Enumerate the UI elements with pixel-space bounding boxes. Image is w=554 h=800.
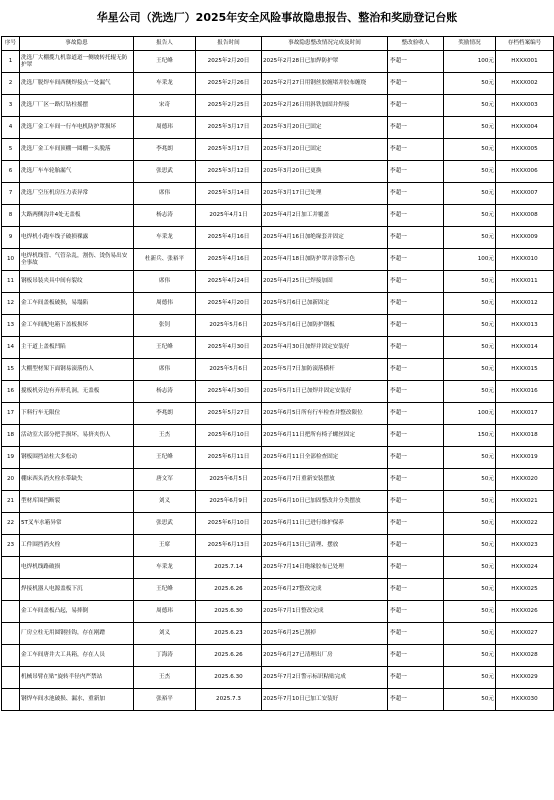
- cell-reporter: 王席: [134, 535, 196, 557]
- cell-acceptor: 李超一: [388, 491, 444, 513]
- cell-report-time: 2025年4月1日: [196, 205, 262, 227]
- table-row: [2, 139, 554, 161]
- cell-no: 15: [2, 359, 20, 381]
- cell-hazard: 主干道上盖板凹陷: [20, 337, 134, 359]
- table-row: [2, 535, 554, 557]
- cell-reporter: 席伟: [134, 359, 196, 381]
- cell-reporter: 张思武: [134, 161, 196, 183]
- cell-rectification: 2025年6月13日已清理、摆放: [262, 535, 388, 557]
- cell-report-time: 2025年5月6日: [196, 315, 262, 337]
- cell-rectification: 2025年2月28日已加焊防护罩: [262, 51, 388, 73]
- cell-no: [2, 645, 20, 667]
- cell-acceptor: 李超一: [388, 227, 444, 249]
- cell-no: 5: [2, 139, 20, 161]
- cell-reporter: 车采龙: [134, 557, 196, 579]
- cell-report-time: 2025年6月10日: [196, 425, 262, 447]
- cell-acceptor: 李超一: [388, 315, 444, 337]
- cell-archive-no: HXXX024: [496, 557, 554, 579]
- cell-archive-no: HXXX013: [496, 315, 554, 337]
- cell-hazard: 电焊机线管、气管杂乱，割伤、烫伤易出安全事故: [20, 249, 134, 271]
- table-row: [2, 513, 554, 535]
- cell-report-time: 2025.6.26: [196, 579, 262, 601]
- cell-hazard: 金工车间盖板凸起，易摔倒: [20, 601, 134, 623]
- cell-reward: 50元: [444, 293, 496, 315]
- header-row: [2, 37, 554, 51]
- cell-reward: 50元: [444, 359, 496, 381]
- cell-no: 7: [2, 183, 20, 205]
- cell-reporter: 杨志涛: [134, 381, 196, 403]
- cell-no: 4: [2, 117, 20, 139]
- cell-no: 13: [2, 315, 20, 337]
- cell-archive-no: HXXX002: [496, 73, 554, 95]
- cell-reporter: 席伟: [134, 183, 196, 205]
- cell-archive-no: HXXX028: [496, 645, 554, 667]
- cell-hazard: 下料行车无限位: [20, 403, 134, 425]
- cell-report-time: 2025.6.26: [196, 645, 262, 667]
- table-row: [2, 117, 554, 139]
- cell-rectification: 2025年6月27整改完成: [262, 579, 388, 601]
- cell-archive-no: HXXX022: [496, 513, 554, 535]
- cell-no: 20: [2, 469, 20, 491]
- table-row: [2, 249, 554, 271]
- cell-hazard: 焊接机器人电源盖板下沉: [20, 579, 134, 601]
- cell-hazard: 洗选厂金工车间一行车电机防护罩损坏: [20, 117, 134, 139]
- cell-no: 16: [2, 381, 20, 403]
- cell-report-time: 2025年4月24日: [196, 271, 262, 293]
- cell-reporter: 李兆朗: [134, 403, 196, 425]
- cell-hazard: 洗选厂脱焊车间西侧焊接点一处漏气: [20, 73, 134, 95]
- cell-rectification: 2025年6月7日重新安装摆放: [262, 469, 388, 491]
- cell-archive-no: HXXX010: [496, 249, 554, 271]
- cell-reward: 50元: [444, 117, 496, 139]
- cell-acceptor: 李超一: [388, 381, 444, 403]
- cell-hazard: 活动室大部分把手损坏，易挤夹伤人: [20, 425, 134, 447]
- cell-no: 11: [2, 271, 20, 293]
- cell-acceptor: 李超一: [388, 403, 444, 425]
- cell-no: 8: [2, 205, 20, 227]
- column-header-reporter: 报告人: [134, 37, 196, 51]
- cell-no: 1: [2, 51, 20, 73]
- table-row: [2, 667, 554, 689]
- cell-reporter: 刘义: [134, 491, 196, 513]
- cell-reporter: 车采龙: [134, 227, 196, 249]
- cell-hazard: 洗选厂厂区一路灯钻柱摇摆: [20, 95, 134, 117]
- cell-archive-no: HXXX017: [496, 403, 554, 425]
- cell-report-time: 2025年3月14日: [196, 183, 262, 205]
- cell-reward: 50元: [444, 315, 496, 337]
- cell-no: 23: [2, 535, 20, 557]
- cell-report-time: 2025年6月10日: [196, 513, 262, 535]
- cell-hazard: 钢板围挡站柱大多松动: [20, 447, 134, 469]
- cell-acceptor: 李超一: [388, 557, 444, 579]
- cell-report-time: 2025年4月16日: [196, 249, 262, 271]
- cell-archive-no: HXXX027: [496, 623, 554, 645]
- cell-hazard: 大路两侧沟井4处无盖板: [20, 205, 134, 227]
- table-row: [2, 447, 554, 469]
- cell-archive-no: HXXX023: [496, 535, 554, 557]
- cell-report-time: 2025年6月13日: [196, 535, 262, 557]
- cell-reporter: 刘义: [134, 623, 196, 645]
- cell-archive-no: HXXX011: [496, 271, 554, 293]
- cell-archive-no: HXXX008: [496, 205, 554, 227]
- cell-reward: 50元: [444, 601, 496, 623]
- cell-report-time: 2025年2月20日: [196, 51, 262, 73]
- cell-hazard: 棚床西头消火栓水带缺失: [20, 469, 134, 491]
- cell-archive-no: HXXX025: [496, 579, 554, 601]
- table-row: [2, 469, 554, 491]
- column-header-hazard: 事故隐患: [20, 37, 134, 51]
- cell-reporter: 唐文军: [134, 469, 196, 491]
- cell-report-time: 2025年4月16日: [196, 227, 262, 249]
- cell-archive-no: HXXX030: [496, 689, 554, 711]
- cell-no: [2, 601, 20, 623]
- cell-hazard: 洗选厂金工车间顶棚一圆棚一头脱落: [20, 139, 134, 161]
- cell-acceptor: 李超一: [388, 293, 444, 315]
- cell-reporter: 王纪峰: [134, 51, 196, 73]
- cell-acceptor: 李超一: [388, 513, 444, 535]
- cell-reward: 150元: [444, 425, 496, 447]
- cell-archive-no: HXXX019: [496, 447, 554, 469]
- cell-report-time: 2025年3月17日: [196, 139, 262, 161]
- table-row: [2, 579, 554, 601]
- cell-reward: 50元: [444, 205, 496, 227]
- cell-report-time: 2025年6月5日: [196, 469, 262, 491]
- cell-rectification: 2025年6月10日已加固整改并分类摆放: [262, 491, 388, 513]
- cell-hazard: 型材库围挡断裂: [20, 491, 134, 513]
- cell-reward: 50元: [444, 95, 496, 117]
- cell-no: [2, 667, 20, 689]
- column-header-reward: 奖励情况: [444, 37, 496, 51]
- cell-reporter: 杜新兵、张裕平: [134, 249, 196, 271]
- cell-rectification: 2025年7月14日绝缘胶布已处理: [262, 557, 388, 579]
- cell-reporter: 周德玮: [134, 601, 196, 623]
- table-row: [2, 359, 554, 381]
- cell-archive-no: HXXX029: [496, 667, 554, 689]
- cell-no: 18: [2, 425, 20, 447]
- cell-archive-no: HXXX020: [496, 469, 554, 491]
- cell-rectification: 2025年2月27日用钢丝胶缠堵并胶布缠绕: [262, 73, 388, 95]
- cell-reporter: 李兆朗: [134, 139, 196, 161]
- cell-hazard: 搅板机旁边有弃形孔洞，无盖板: [20, 381, 134, 403]
- cell-archive-no: HXXX012: [496, 293, 554, 315]
- cell-reporter: 张裕平: [134, 689, 196, 711]
- cell-no: [2, 579, 20, 601]
- cell-reward: 50元: [444, 381, 496, 403]
- column-header-archive-no: 存档档案编号: [496, 37, 554, 51]
- cell-acceptor: 李超一: [388, 117, 444, 139]
- column-header-rectification: 事故隐患整改情况完成及时间: [262, 37, 388, 51]
- table-row: [2, 73, 554, 95]
- cell-no: 9: [2, 227, 20, 249]
- cell-acceptor: 李超一: [388, 337, 444, 359]
- column-header-no: 序号: [2, 37, 20, 51]
- cell-reporter: 王纪峰: [134, 337, 196, 359]
- cell-hazard: 金工车间配电箱下盖板损坏: [20, 315, 134, 337]
- cell-report-time: 2025年3月12日: [196, 161, 262, 183]
- cell-no: 12: [2, 293, 20, 315]
- table-row: [2, 183, 554, 205]
- cell-rectification: 2025年6月11日把所有椅子螺丝固定: [262, 425, 388, 447]
- cell-hazard: 电焊机线路破损: [20, 557, 134, 579]
- cell-rectification: 2025年7月1日整改完成: [262, 601, 388, 623]
- cell-reward: 50元: [444, 579, 496, 601]
- cell-acceptor: 李超一: [388, 623, 444, 645]
- cell-hazard: 5T叉车水箱异常: [20, 513, 134, 535]
- cell-reporter: 车采龙: [134, 73, 196, 95]
- cell-reward: 50元: [444, 535, 496, 557]
- cell-report-time: 2025年3月17日: [196, 117, 262, 139]
- table-row: [2, 557, 554, 579]
- cell-reward: 50元: [444, 645, 496, 667]
- cell-reporter: 张钊: [134, 315, 196, 337]
- cell-archive-no: HXXX004: [496, 117, 554, 139]
- ledger-body: [2, 51, 554, 711]
- table-row: [2, 689, 554, 711]
- cell-reporter: 张思武: [134, 513, 196, 535]
- cell-reporter: 王纪峰: [134, 447, 196, 469]
- cell-reward: 50元: [444, 491, 496, 513]
- cell-reward: 50元: [444, 667, 496, 689]
- cell-no: 3: [2, 95, 20, 117]
- cell-reporter: 周德伟: [134, 293, 196, 315]
- cell-no: [2, 557, 20, 579]
- cell-rectification: 2025年6月25已割掉: [262, 623, 388, 645]
- cell-archive-no: HXXX007: [496, 183, 554, 205]
- cell-acceptor: 李超一: [388, 271, 444, 293]
- cell-acceptor: 李超一: [388, 249, 444, 271]
- cell-acceptor: 李超一: [388, 425, 444, 447]
- cell-acceptor: 李超一: [388, 601, 444, 623]
- cell-reporter: 王杰: [134, 425, 196, 447]
- table-row: [2, 227, 554, 249]
- cell-report-time: 2025年6月11日: [196, 447, 262, 469]
- cell-archive-no: HXXX018: [496, 425, 554, 447]
- cell-hazard: 大棚型材架下面钢易滚落伤人: [20, 359, 134, 381]
- cell-hazard: 洗选厂车车轮胎漏气: [20, 161, 134, 183]
- cell-acceptor: 李超一: [388, 667, 444, 689]
- cell-rectification: 2025年6月27已清理出厂房: [262, 645, 388, 667]
- cell-rectification: 2025年5月6日已加新固定: [262, 293, 388, 315]
- cell-acceptor: 李超一: [388, 205, 444, 227]
- table-row: [2, 51, 554, 73]
- cell-acceptor: 李超一: [388, 95, 444, 117]
- cell-archive-no: HXXX021: [496, 491, 554, 513]
- column-header-acceptor: 整改验收人: [388, 37, 444, 51]
- cell-no: 14: [2, 337, 20, 359]
- table-row: [2, 337, 554, 359]
- cell-rectification: 2025年3月20日已更换: [262, 161, 388, 183]
- hazard-ledger-table: [1, 36, 554, 711]
- cell-reward: 50元: [444, 469, 496, 491]
- cell-archive-no: HXXX006: [496, 161, 554, 183]
- cell-acceptor: 李超一: [388, 73, 444, 95]
- table-row: [2, 491, 554, 513]
- cell-rectification: 2025年5月1日已加焊并固定安装好: [262, 381, 388, 403]
- cell-archive-no: HXXX009: [496, 227, 554, 249]
- cell-reporter: 宋奇: [134, 95, 196, 117]
- table-row: [2, 601, 554, 623]
- cell-no: 17: [2, 403, 20, 425]
- table-row: [2, 205, 554, 227]
- cell-hazard: 金工车间盖板破损，易塌陷: [20, 293, 134, 315]
- cell-rectification: 2025年5月6日已加防护钢板: [262, 315, 388, 337]
- cell-report-time: 2025.7.3: [196, 689, 262, 711]
- cell-reward: 50元: [444, 161, 496, 183]
- cell-report-time: 2025.6.30: [196, 601, 262, 623]
- cell-no: 6: [2, 161, 20, 183]
- cell-rectification: 2025年4月30日加焊并固定安装好: [262, 337, 388, 359]
- cell-acceptor: 李超一: [388, 535, 444, 557]
- cell-hazard: 钢焊车间水池破损、漏水，重新加: [20, 689, 134, 711]
- cell-rectification: 2025年3月20日已固定: [262, 139, 388, 161]
- cell-archive-no: HXXX003: [496, 95, 554, 117]
- cell-report-time: 2025年5月6日: [196, 359, 262, 381]
- cell-reporter: 王纪峰: [134, 579, 196, 601]
- cell-rectification: 2025年4月16日加绝缘套并固定: [262, 227, 388, 249]
- cell-rectification: 2025年6月11日已进行维护保养: [262, 513, 388, 535]
- cell-reporter: 丁海涛: [134, 645, 196, 667]
- table-row: [2, 645, 554, 667]
- cell-report-time: 2025年2月25日: [196, 95, 262, 117]
- cell-reporter: 席伟: [134, 271, 196, 293]
- cell-reward: 50元: [444, 139, 496, 161]
- cell-rectification: 2025年4月25日已焊接加固: [262, 271, 388, 293]
- cell-hazard: 机械吊臂在贴“旋转半径内严禁站: [20, 667, 134, 689]
- table-row: [2, 271, 554, 293]
- cell-reward: 50元: [444, 447, 496, 469]
- cell-acceptor: 李超一: [388, 139, 444, 161]
- cell-archive-no: HXXX026: [496, 601, 554, 623]
- cell-report-time: 2025年6月9日: [196, 491, 262, 513]
- cell-acceptor: 李超一: [388, 645, 444, 667]
- cell-reward: 50元: [444, 183, 496, 205]
- cell-hazard: 厂房立柱无用圆钢挂钩，存在剐蹭: [20, 623, 134, 645]
- cell-reporter: 杨志涛: [134, 205, 196, 227]
- cell-report-time: 2025年4月30日: [196, 381, 262, 403]
- cell-reward: 100元: [444, 51, 496, 73]
- table-row: [2, 161, 554, 183]
- cell-hazard: 洗选厂空压机房压力表异常: [20, 183, 134, 205]
- cell-rectification: 2025年4月18日加防护罩并涂警示色: [262, 249, 388, 271]
- cell-hazard: 电焊机小跑车线子破损裸露: [20, 227, 134, 249]
- cell-acceptor: 李超一: [388, 579, 444, 601]
- cell-hazard: 洗选厂大棚揽九机靠道道一侧坡转托辊无防护罩: [20, 51, 134, 73]
- cell-reward: 50元: [444, 689, 496, 711]
- cell-rectification: 2025年6月5日所有行车检查并整改限位: [262, 403, 388, 425]
- cell-no: [2, 623, 20, 645]
- cell-acceptor: 李超一: [388, 51, 444, 73]
- cell-rectification: 2025年3月17日已处理: [262, 183, 388, 205]
- cell-report-time: 2025年5月27日: [196, 403, 262, 425]
- cell-rectification: 2025年7月10日已加工安装好: [262, 689, 388, 711]
- cell-report-time: 2025.6.23: [196, 623, 262, 645]
- cell-reporter: 王杰: [134, 667, 196, 689]
- cell-reward: 50元: [444, 513, 496, 535]
- page-title: 华星公司（洗选厂）2025年安全风险事故隐患报告、整治和奖励登记台账: [96, 11, 458, 24]
- cell-report-time: 2025年2月26日: [196, 73, 262, 95]
- cell-acceptor: 李超一: [388, 183, 444, 205]
- cell-reward: 50元: [444, 337, 496, 359]
- cell-hazard: 钢板吊装夹具中间有裂纹: [20, 271, 134, 293]
- cell-hazard: 工件围挡消火栓: [20, 535, 134, 557]
- cell-no: 19: [2, 447, 20, 469]
- cell-report-time: 2025年4月30日: [196, 337, 262, 359]
- table-row: [2, 95, 554, 117]
- cell-archive-no: HXXX014: [496, 337, 554, 359]
- table-row: [2, 293, 554, 315]
- cell-reward: 50元: [444, 73, 496, 95]
- cell-reward: 50元: [444, 271, 496, 293]
- table-row: [2, 315, 554, 337]
- cell-no: [2, 689, 20, 711]
- cell-archive-no: HXXX005: [496, 139, 554, 161]
- table-row: [2, 403, 554, 425]
- cell-hazard: 金工车间唐井大工具箱，存在人员: [20, 645, 134, 667]
- cell-rectification: 2025年4月2日加工并覆盖: [262, 205, 388, 227]
- cell-reporter: 周德玮: [134, 117, 196, 139]
- cell-report-time: 2025.6.30: [196, 667, 262, 689]
- cell-archive-no: HXXX015: [496, 359, 554, 381]
- cell-no: 2: [2, 73, 20, 95]
- cell-reward: 50元: [444, 623, 496, 645]
- table-row: [2, 381, 554, 403]
- cell-report-time: 2025年4月20日: [196, 293, 262, 315]
- cell-rectification: 2025年2月26日用斜铁加固并焊接: [262, 95, 388, 117]
- cell-reward: 50元: [444, 227, 496, 249]
- cell-rectification: 2025年3月20日已固定: [262, 117, 388, 139]
- cell-reward: 50元: [444, 557, 496, 579]
- column-header-report-time: 报告时间: [196, 37, 262, 51]
- cell-no: 22: [2, 513, 20, 535]
- cell-acceptor: 李超一: [388, 447, 444, 469]
- table-row: [2, 425, 554, 447]
- cell-acceptor: 李超一: [388, 161, 444, 183]
- cell-acceptor: 李超一: [388, 359, 444, 381]
- cell-acceptor: 李超一: [388, 469, 444, 491]
- cell-no: 10: [2, 249, 20, 271]
- cell-rectification: 2025年7月2日警示标识粘贴完成: [262, 667, 388, 689]
- cell-archive-no: HXXX001: [496, 51, 554, 73]
- table-row: [2, 623, 554, 645]
- cell-report-time: 2025.7.14: [196, 557, 262, 579]
- cell-no: 21: [2, 491, 20, 513]
- cell-rectification: 2025年6月11日全部检查固定: [262, 447, 388, 469]
- cell-rectification: 2025年5月7日加防滚落横杆: [262, 359, 388, 381]
- cell-archive-no: HXXX016: [496, 381, 554, 403]
- cell-reward: 100元: [444, 403, 496, 425]
- cell-acceptor: 李超一: [388, 689, 444, 711]
- cell-reward: 100元: [444, 249, 496, 271]
